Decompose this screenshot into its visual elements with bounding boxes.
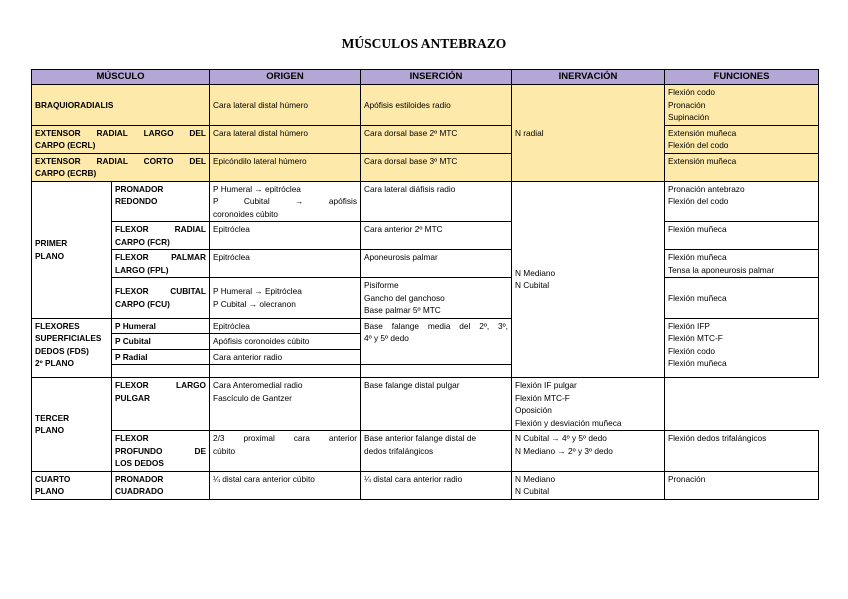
insertion-cell: Cara anterior 2º MTC [361, 222, 512, 250]
muscle-name [112, 181, 210, 222]
muscle-name-line: FLEXOR [115, 433, 149, 443]
functions-cell [665, 278, 819, 319]
muscle-name [112, 250, 210, 278]
empty-cell [112, 365, 210, 378]
muscle-name-line: CARPO (FCU) [115, 298, 170, 309]
function-line: Flexión dedos trifalángicos [668, 433, 767, 443]
innervation-cell [512, 471, 665, 499]
insertion-cell: Aponeurosis palmar [361, 250, 512, 278]
page-title: MÚSCULOS ANTEBRAZO [341, 36, 507, 51]
muscle-name-line: LARGO (FPL) [115, 264, 169, 275]
functions-cell [665, 85, 819, 126]
plane-label [32, 318, 112, 378]
function-line: Flexión del codo [668, 196, 729, 206]
muscle-name-line: CARPO (ECRL) [35, 140, 96, 150]
plane-label-line: PLANO [35, 250, 65, 261]
insertion-cell [361, 431, 512, 472]
function-line: Flexión del codo [668, 140, 729, 150]
function-line: Flexión IF pulgar [515, 380, 577, 390]
function-line: Flexión IFP [668, 320, 710, 331]
muscles-table [31, 69, 819, 500]
table-row [32, 378, 819, 431]
function-line: Extensión muñeca [668, 155, 737, 166]
insertion-line: Pisiforme [364, 280, 399, 290]
table-row [32, 471, 819, 499]
function-line: Flexión codo [668, 345, 716, 356]
muscle-name [112, 471, 210, 499]
header-musculo: MÚSCULO [32, 70, 210, 85]
table-row [32, 318, 819, 365]
function-line: Flexión MTC-F [668, 333, 723, 343]
origin-cell: Epitróclea [210, 222, 361, 250]
muscle-name [32, 125, 210, 153]
innervation-cell [512, 431, 665, 472]
origin-line: coronoides cúbito [213, 208, 279, 219]
plane-label-line: DEDOS (FDS) [35, 345, 89, 356]
fds-head: P Cubital [112, 334, 209, 350]
origin-cell [210, 181, 361, 222]
insertion-line: dedos trifalángicos [364, 445, 434, 456]
innervation-line: N Mediano → 2º y 3º dedo [515, 445, 613, 456]
origin-cell [210, 278, 361, 319]
muscle-name-line: LOS DEDOS [115, 458, 164, 468]
innervation-line: N Cubital [515, 486, 550, 496]
function-line: Flexión codo [668, 87, 716, 97]
function-line: Pronación [668, 99, 706, 110]
function-line: Flexión y desviación muñeca [515, 417, 622, 428]
muscle-name-line: EXTENSOR RADIAL CORTO DEL [35, 155, 206, 166]
origin-cell: Cara lateral distal húmero [210, 85, 361, 126]
muscle-name-line: FLEXOR CUBITAL [115, 286, 206, 297]
innervation-line: N Mediano [515, 473, 556, 484]
empty-cell [210, 365, 361, 378]
fds-head: P Humeral [112, 319, 209, 335]
plane-label-line: TERCER [35, 412, 70, 423]
origin-cell: Epitróclea [210, 250, 361, 278]
muscle-name [112, 278, 210, 319]
plane-label-line: PLANO [35, 425, 65, 436]
origin-cell: Epicóndilo lateral húmero [210, 153, 361, 181]
insertion-line: Base falange media del 2º, 3º, [364, 320, 508, 331]
insertion-cell: Cara dorsal base 2º MTC [361, 125, 512, 153]
functions-cell [665, 431, 819, 472]
insertion-cell [361, 278, 512, 319]
origin-line: P Humeral → epitróclea [213, 183, 301, 194]
origin-cell: Cara lateral distal húmero [210, 125, 361, 153]
function-line: Supinación [668, 112, 710, 122]
innervation-line: N Cubital [515, 280, 550, 291]
plane-label-line: FLEXORES [35, 320, 80, 331]
insertion-cell: Cara dorsal base 3º MTC [361, 153, 512, 181]
insertion-cell [361, 318, 512, 365]
muscle-name: BRAQUIORADIALIS [32, 85, 210, 126]
plane-label [32, 181, 112, 318]
origin-cell [210, 378, 361, 431]
origin-line: P Cubital → apófisis [213, 196, 357, 206]
muscle-name-line: FLEXOR RADIAL [115, 224, 206, 234]
table-row [32, 153, 819, 181]
origin-line: Apófisis coronoides cúbito [210, 334, 360, 350]
table-row [32, 125, 819, 153]
fds-heads [112, 318, 210, 365]
muscle-name-line: PRONADOR [115, 183, 164, 194]
muscle-name [112, 222, 210, 250]
functions-cell [665, 471, 819, 499]
function-line: Flexión muñeca [668, 358, 727, 368]
muscle-name-line: CARPO (FCR) [115, 236, 170, 247]
plane-label [32, 378, 112, 472]
function-line: Flexión muñeca [668, 252, 727, 262]
insertion-line: Gancho del ganchoso [364, 292, 445, 303]
functions-cell [665, 181, 819, 222]
muscle-name-line: FLEXOR LARGO [115, 380, 206, 390]
origin-line: Cara Anteromedial radio [213, 380, 303, 390]
muscle-name-line: CUADRADO [115, 486, 164, 496]
functions-cell [665, 153, 819, 181]
functions-cell [665, 250, 819, 278]
muscle-name-line: FLEXOR PALMAR [115, 252, 206, 262]
muscle-name-line: EXTENSOR RADIAL LARGO DEL [35, 127, 206, 138]
insertion-cell: Base falange distal pulgar [361, 378, 512, 431]
fds-head: P Radial [115, 351, 148, 362]
plane-label-line: 2º PLANO [35, 358, 74, 368]
function-line: Oposición [515, 405, 552, 415]
origin-line: Cara anterior radio [213, 351, 283, 362]
insertion-line: Base palmar 5º MTC [364, 305, 441, 315]
muscle-name-line: PRONADOR [115, 473, 164, 484]
innervation-line: N Cubital → 4º y 5º dedo [515, 433, 607, 443]
functions-cell [665, 125, 819, 153]
table-row [32, 431, 819, 472]
header-insercion: INSERCIÓN [361, 70, 512, 85]
muscle-name [112, 431, 210, 472]
origin-line: P Cubital → olecranon [213, 298, 296, 309]
header-origen: ORIGEN [210, 70, 361, 85]
origin-line: Epitróclea [210, 319, 360, 335]
function-line: Flexión muñeca [668, 292, 727, 303]
origin-line: P Humeral → Epitróclea [213, 286, 302, 297]
functions-cell [512, 378, 665, 431]
functions-cell [665, 222, 819, 250]
plane-label-line: SUPERFICIALES [35, 333, 102, 343]
origin-cell [210, 431, 361, 472]
plane-label [32, 471, 112, 499]
header-funciones: FUNCIONES [665, 70, 819, 85]
origin-cell: ¼ distal cara anterior cúbito [210, 471, 361, 499]
function-line: Extensión muñeca [668, 127, 737, 138]
table-row [32, 250, 819, 278]
table-row [32, 181, 819, 222]
header-row [32, 70, 819, 85]
header-inervacion: INERVACIÓN [512, 70, 665, 85]
table-row [32, 222, 819, 250]
table-row [32, 85, 819, 126]
muscle-name-line: PROFUNDO DE [115, 445, 206, 456]
function-line: Pronación [668, 473, 706, 484]
insertion-cell: Cara lateral diáfisis radio [361, 181, 512, 222]
function-line: Flexión muñeca [668, 224, 727, 234]
insertion-cell: ¼ distal cara anterior radio [361, 471, 512, 499]
origin-line: cúbito [213, 445, 236, 456]
origin-line: 2/3 proximal cara anterior [213, 433, 357, 443]
origin-line: Fascículo de Gantzer [213, 392, 292, 403]
plane-label-line: CUARTO [35, 473, 71, 484]
muscle-name-line: PULGAR [115, 392, 151, 403]
plane-label-line: PLANO [35, 486, 65, 496]
muscle-name [112, 378, 210, 431]
muscle-name-line: REDONDO [115, 196, 158, 206]
innervation-cell [512, 181, 665, 378]
function-line: Pronación antebrazo [668, 183, 745, 194]
innervation-line: N Mediano [515, 267, 556, 278]
innervation-cell: N radial [512, 85, 665, 182]
functions-cell [665, 318, 819, 378]
empty-cell [361, 365, 512, 378]
insertion-cell: Apófisis estiloides radio [361, 85, 512, 126]
function-line: Tensa la aponeurosis palmar [668, 264, 775, 275]
table-row [32, 278, 819, 319]
plane-label-line: PRIMER [35, 238, 68, 248]
muscle-name-line: CARPO (ECRB) [35, 168, 97, 178]
muscle-name [32, 153, 210, 181]
function-line: Flexión MTC-F [515, 392, 570, 403]
insertion-line: 4º y 5º dedo [364, 333, 409, 343]
insertion-line: Base anterior falange distal de [364, 433, 477, 443]
origin-cell [210, 318, 361, 365]
